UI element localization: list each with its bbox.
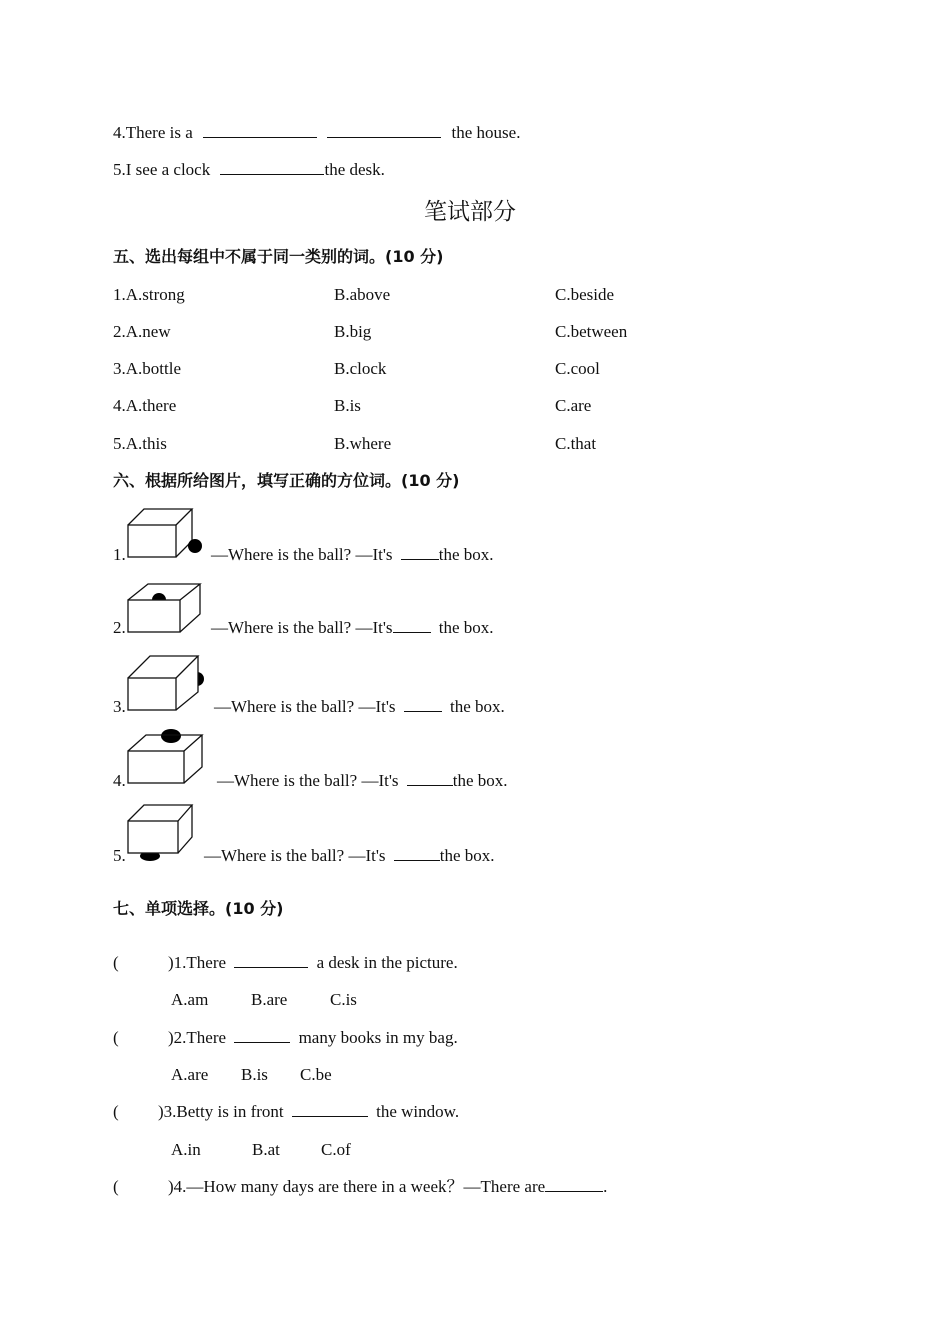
item-number: 5. — [113, 160, 126, 179]
question-stem — [168, 953, 458, 973]
choice-option[interactable]: B.at — [252, 1140, 280, 1159]
question-line — [204, 846, 495, 866]
answer-blank[interactable] — [401, 545, 439, 560]
option-b: B.where — [334, 434, 392, 453]
fill-line-5 — [113, 160, 385, 180]
choice-option[interactable]: A.in — [171, 1140, 201, 1159]
question-text: —Where is the ball? —It's — [204, 846, 386, 865]
option-a: 5.A.this — [113, 434, 167, 453]
answer-blank[interactable] — [394, 846, 440, 861]
answer-paren-close: ) — [168, 953, 174, 972]
option-c: C.beside — [555, 285, 615, 304]
section7-heading: 七、单项选择。(10 分) — [113, 899, 284, 918]
stem-before: 1.There — [173, 953, 227, 972]
option-c: C.between — [555, 322, 628, 341]
option-c: C.cool — [555, 359, 600, 378]
item-number: 1. — [113, 545, 126, 564]
item-number: 4. — [113, 123, 126, 142]
stem-after: many books in my bag. — [298, 1028, 458, 1047]
fill-text-after: the house. — [451, 123, 521, 142]
choice-option[interactable]: B.are — [251, 990, 288, 1009]
question-after: the box. — [452, 771, 508, 790]
option-b: B.clock — [334, 359, 387, 378]
answer-blank[interactable] — [234, 1028, 290, 1043]
stem-before: 4.—How many days are there in a week？—There are — [173, 1177, 546, 1196]
box-ball-in-figure — [124, 580, 208, 636]
answer-paren-open[interactable]: ( — [113, 1102, 119, 1121]
answer-paren-open[interactable]: ( — [113, 953, 119, 972]
question-line — [214, 697, 505, 717]
answer-paren-close: ) — [168, 1177, 174, 1196]
stem-before: 2.There — [173, 1028, 227, 1047]
item-number: 2. — [113, 618, 126, 637]
option-b: B.big — [334, 322, 372, 341]
fill-text-after: the desk. — [324, 160, 385, 179]
answer-paren-close: ) — [158, 1102, 164, 1121]
question-stem — [168, 1177, 607, 1197]
question-stem — [168, 1028, 458, 1048]
choice-option[interactable]: C.be — [300, 1065, 332, 1084]
box-ball-behind-figure — [124, 652, 208, 714]
answer-paren-close: ) — [168, 1028, 174, 1047]
question-line — [211, 618, 494, 638]
option-c: C.that — [555, 434, 597, 453]
answer-blank[interactable] — [203, 123, 317, 138]
question-text: —Where is the ball? —It's — [211, 545, 393, 564]
answer-paren-open[interactable]: ( — [113, 1177, 119, 1196]
answer-blank[interactable] — [220, 160, 324, 175]
option-a: 2.A.new — [113, 322, 171, 341]
question-line — [211, 545, 494, 565]
option-c: C.are — [555, 396, 592, 415]
item-number: 4. — [113, 771, 126, 790]
stem-after: a desk in the picture. — [316, 953, 458, 972]
choice-option[interactable]: B.is — [241, 1065, 268, 1084]
choice-option[interactable]: C.of — [321, 1140, 351, 1159]
stem-before: 3.Betty is in front — [163, 1102, 284, 1121]
option-b: B.is — [334, 396, 361, 415]
fill-line-4 — [113, 123, 520, 143]
choice-option[interactable]: A.am — [171, 990, 209, 1009]
option-a: 4.A.there — [113, 396, 177, 415]
answer-blank[interactable] — [407, 771, 453, 786]
option-a: 3.A.bottle — [113, 359, 181, 378]
answer-blank[interactable] — [327, 123, 441, 138]
section6-heading: 六、根据所给图片，填写正确的方位词。(10 分) — [113, 471, 460, 490]
question-after: the box. — [438, 618, 494, 637]
question-after: the box. — [438, 545, 494, 564]
item-number: 5. — [113, 846, 126, 865]
choice-option[interactable]: C.is — [330, 990, 357, 1009]
item-number: 3. — [113, 697, 126, 716]
option-b: B.above — [334, 285, 391, 304]
stem-after: the window. — [376, 1102, 460, 1121]
stem-after: . — [603, 1177, 608, 1196]
choice-option[interactable]: A.are — [171, 1065, 209, 1084]
question-text: —Where is the ball? —It's — [217, 771, 399, 790]
section-title: 笔试部分 — [424, 199, 516, 225]
box-ball-beside-figure — [124, 505, 208, 561]
question-text: —Where is the ball? —It's — [214, 697, 396, 716]
question-stem — [158, 1102, 459, 1122]
fill-text-before: I see a clock — [125, 160, 211, 179]
question-after: the box. — [439, 846, 495, 865]
box-ball-on-figure — [124, 727, 208, 789]
answer-blank[interactable] — [292, 1102, 368, 1117]
fill-text-before: There is a — [125, 123, 193, 142]
answer-paren-open[interactable]: ( — [113, 1028, 119, 1047]
answer-blank[interactable] — [404, 697, 442, 712]
box-ball-under-figure — [124, 801, 208, 863]
answer-blank[interactable] — [545, 1177, 603, 1192]
answer-blank[interactable] — [393, 618, 431, 633]
answer-blank[interactable] — [234, 953, 308, 968]
question-line — [217, 771, 508, 791]
option-a: 1.A.strong — [113, 285, 185, 304]
question-text: —Where is the ball? —It's — [211, 618, 393, 637]
question-after: the box. — [450, 697, 505, 716]
section5-heading: 五、选出每组中不属于同一类别的词。(10 分) — [113, 247, 444, 266]
